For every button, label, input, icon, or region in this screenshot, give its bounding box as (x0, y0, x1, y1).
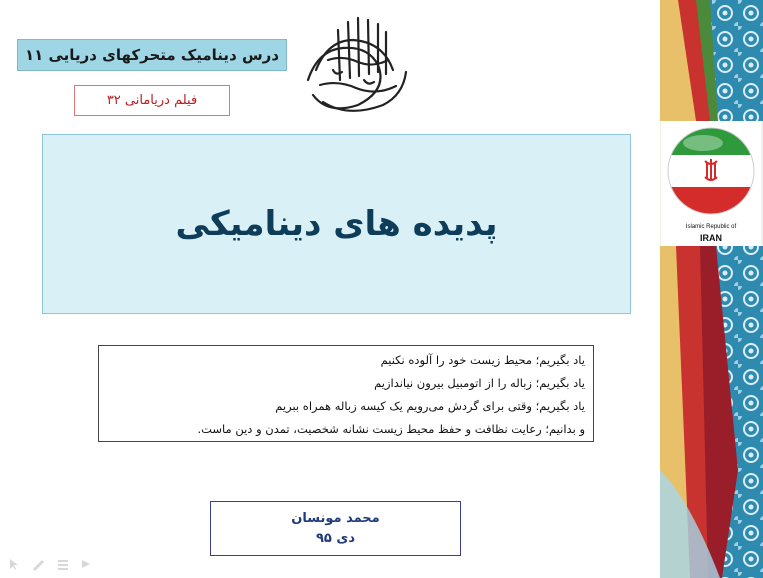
pen-icon[interactable] (33, 560, 44, 571)
course-title: درس دینامیک متحرکهای دریایی ۱۱ (24, 46, 280, 64)
film-label-box (74, 85, 230, 116)
notes-line: و بدانیم؛ رعایت نظافت و حفظ محیط زیست نشانه شخصیت، تمدن و دین ماست. (197, 422, 585, 436)
author-date: دی ۹۵ (316, 530, 355, 546)
menu-icon[interactable] (58, 560, 68, 570)
slide-title: پدیده های دینامیکی (175, 204, 498, 244)
next-slide-icon[interactable] (82, 560, 90, 568)
course-title-box (17, 39, 287, 71)
flag-caption-small: Islamic Republic of (685, 224, 737, 230)
notes-line: یاد بگیریم؛ وقتی برای گردش می‌رویم یک کیسه زباله همراه ببریم (275, 399, 585, 413)
flag-caption-country: IRAN (700, 233, 722, 243)
film-label: فیلم دریامانی ۳۲ (106, 93, 198, 108)
flag-card (661, 121, 761, 246)
author-box (210, 501, 461, 556)
title-box (42, 134, 631, 314)
iran-flag-icon (661, 121, 761, 221)
notes-line: یاد بگیریم؛ محیط زیست خود را آلوده نکنیم (380, 353, 585, 367)
presentation-controls (6, 556, 96, 572)
notes-box (98, 345, 594, 442)
notes-line: یاد بگیریم؛ زباله را از اتومبیل بیرون نیاندازیم (374, 376, 585, 390)
pointer-icon[interactable] (10, 559, 18, 570)
decorative-side-strip (660, 0, 763, 578)
author-name: محمد مونسان (291, 510, 380, 526)
calligraphy-emblem-icon (298, 10, 413, 122)
